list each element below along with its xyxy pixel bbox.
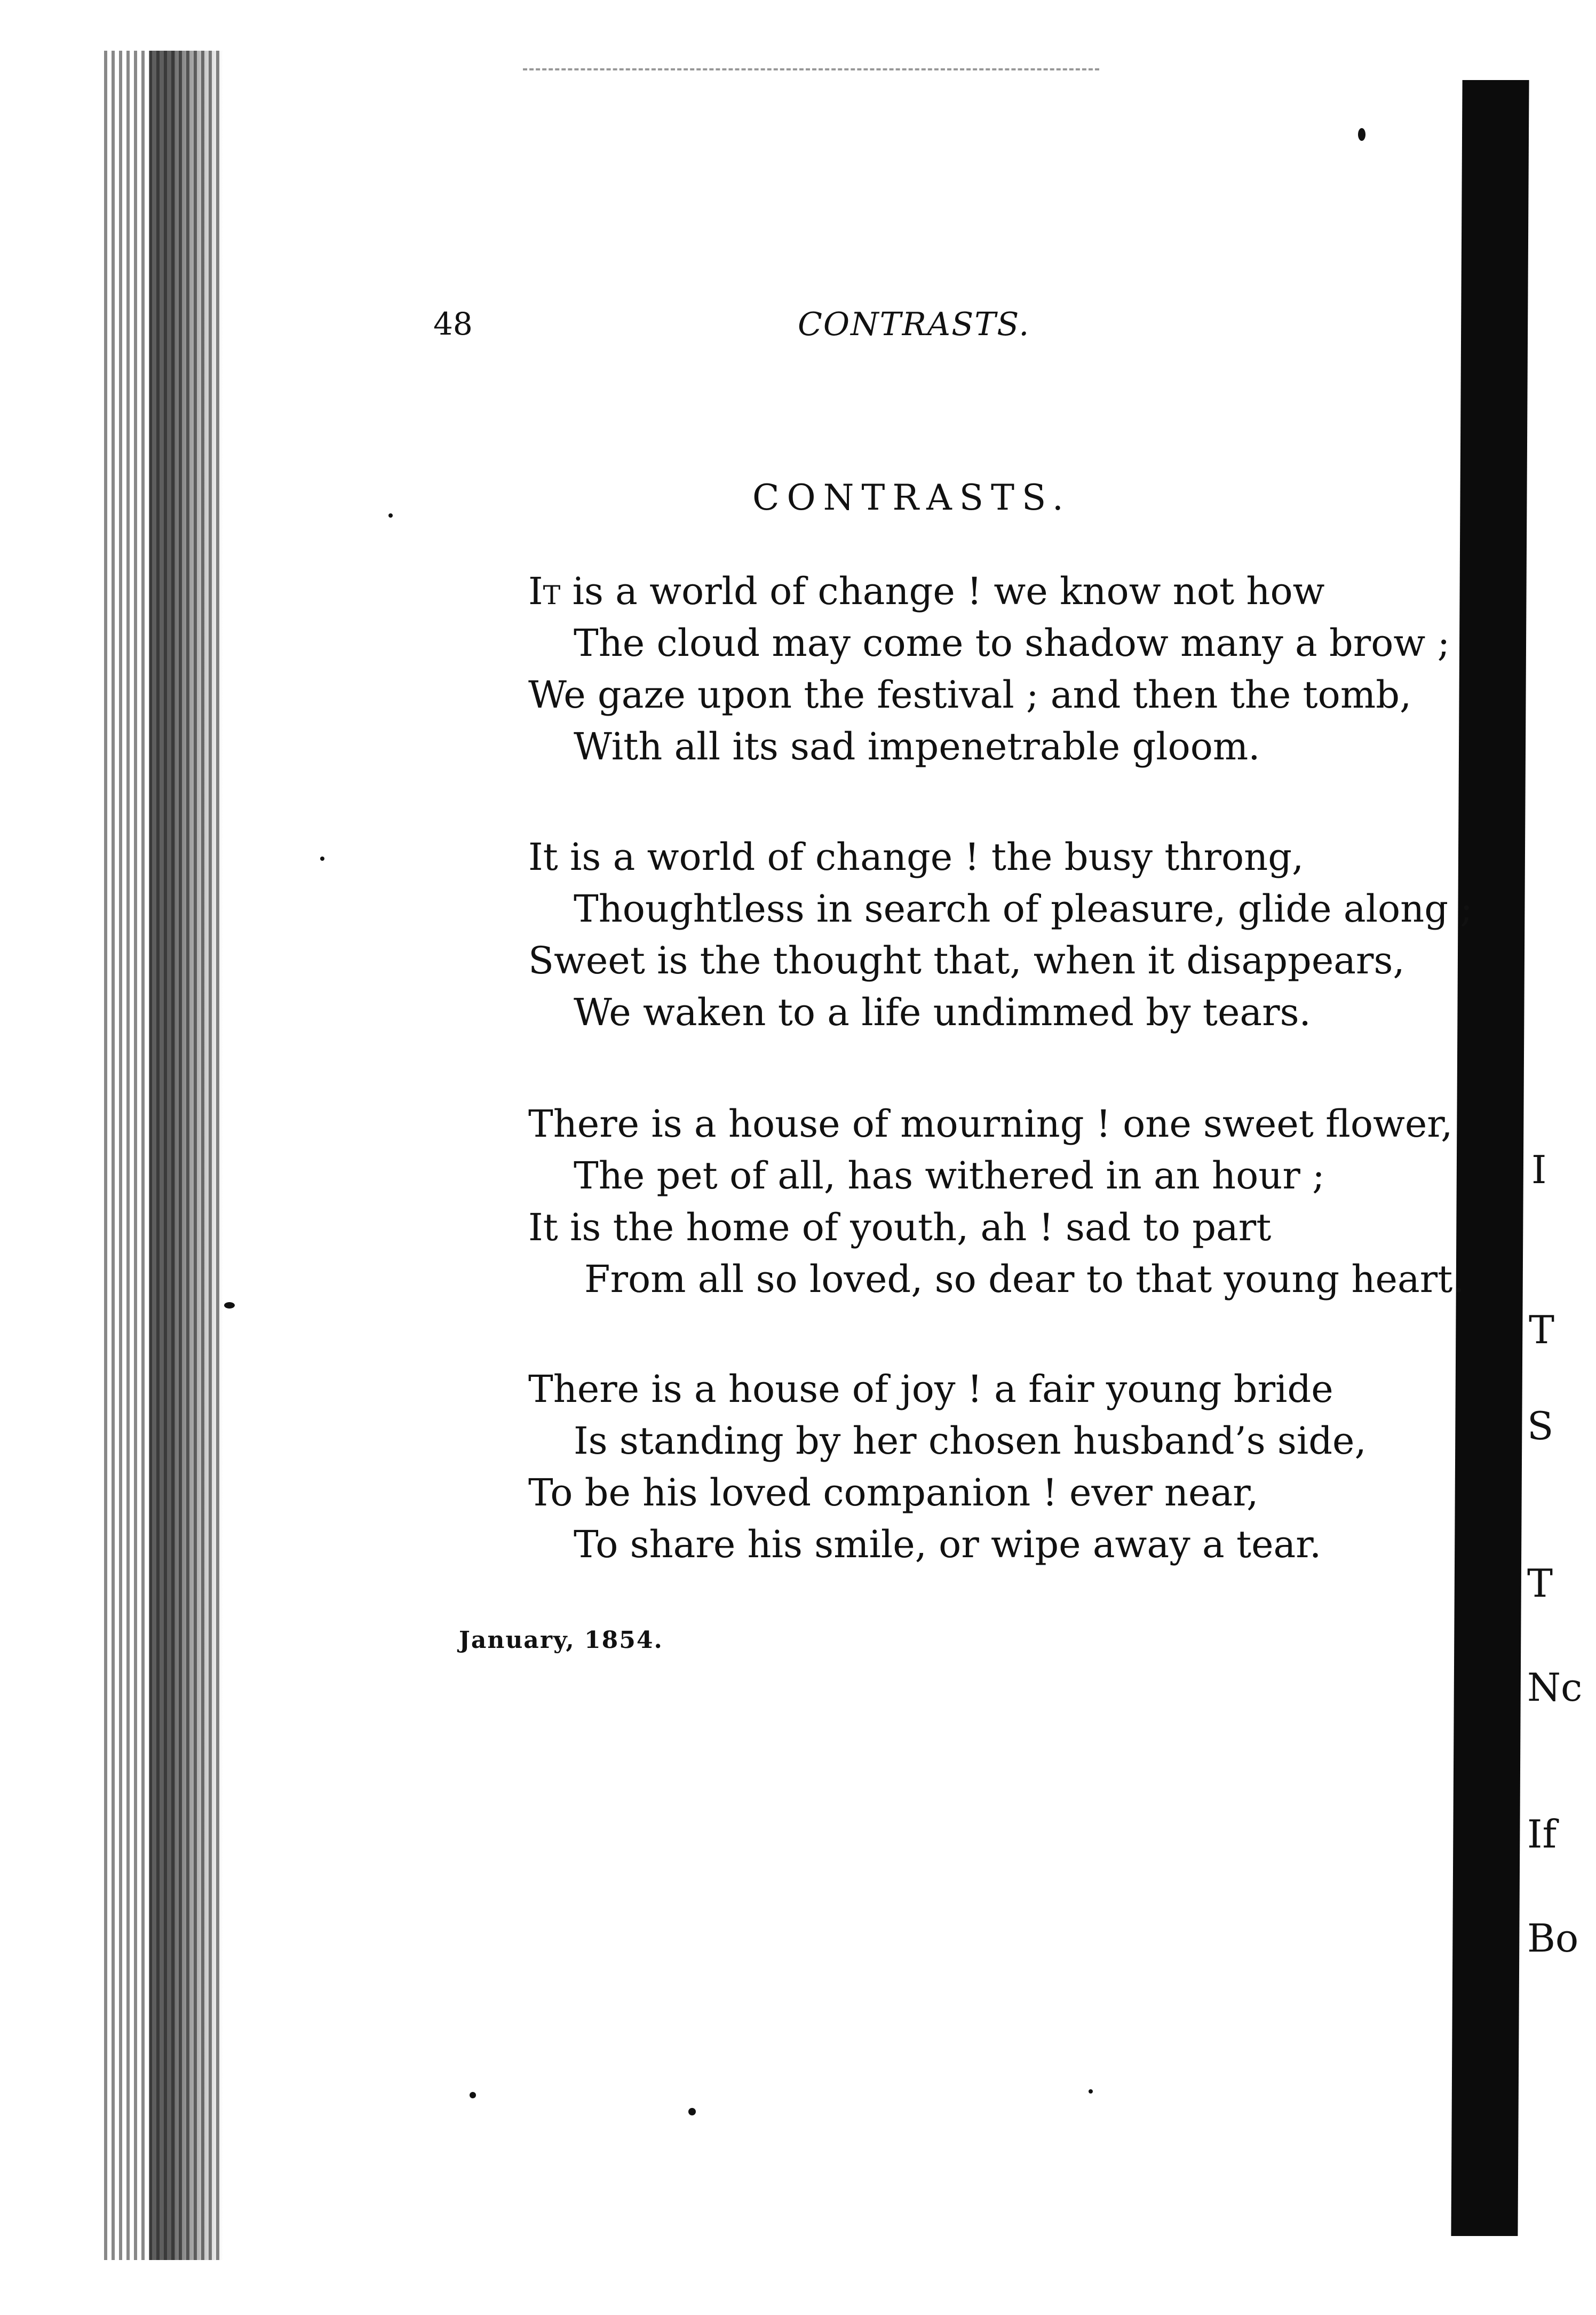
poem-line: We waken to a life undimmed by tears. — [574, 990, 1311, 1034]
adjacent-page-fragment: S — [1527, 1404, 1554, 1448]
stanza-3 — [528, 1098, 1465, 1305]
poem-line-rest: is a world of change ! we know not how — [560, 569, 1325, 613]
scan-speck — [1089, 2089, 1093, 2094]
poem-line: There is a house of joy ! a fair young bride — [528, 1367, 1333, 1411]
poem-line: The pet of all, has withered in an hour ; — [574, 1154, 1325, 1198]
running-title: CONTRASTS. — [798, 306, 1030, 343]
poem-line: To be his loved companion ! ever near, — [528, 1471, 1259, 1515]
scan-speck — [1358, 128, 1365, 141]
adjacent-page-fragment: Nc — [1527, 1665, 1583, 1710]
binding-gutter-shadow — [149, 51, 175, 2260]
poem-line: It is the home of youth, ah ! sad to part — [528, 1206, 1272, 1249]
scan-speck — [320, 857, 324, 861]
poem-line: There is a house of mourning ! one sweet flower, — [528, 1102, 1453, 1146]
poem-line: It is a world of change ! the busy throng, — [528, 835, 1304, 879]
top-scan-rule — [523, 68, 1099, 70]
poem-line: Sweet is the thought that, when it disappears, — [528, 939, 1405, 982]
adjacent-page-fragment: If — [1527, 1812, 1557, 1857]
poem-line: We gaze upon the festival ; and then the tomb, — [528, 673, 1412, 717]
poem-line: Thoughtless in search of pleasure, glide along ; — [574, 887, 1473, 931]
poem-line: To share his smile, or wipe away a tear. — [574, 1523, 1322, 1566]
stanza-1 — [528, 566, 1450, 773]
poem-line: Is standing by her chosen husband’s side, — [574, 1419, 1367, 1463]
binding-gutter-fade — [175, 51, 223, 2260]
scan-speck — [470, 2092, 476, 2098]
adjacent-page-fragment: T — [1529, 1307, 1555, 1352]
adjacent-page-fragment: T — [1527, 1561, 1553, 1606]
page-number: 48 — [433, 306, 473, 342]
adjacent-page-fragment: Bo — [1527, 1916, 1579, 1961]
adjacent-page-fragment: I — [1531, 1147, 1547, 1192]
scan-speck — [688, 2108, 696, 2115]
scan-speck — [224, 1302, 235, 1309]
stanza-4 — [528, 1363, 1425, 1571]
poem-title: CONTRASTS. — [752, 477, 1071, 518]
poem-line — [528, 566, 1425, 617]
stanza-2 — [528, 831, 1473, 1038]
poem-line: The cloud may come to shadow many a brow ; — [574, 621, 1450, 665]
scan-speck — [388, 513, 393, 518]
poem-line: From all so loved, so dear to that young heart. — [584, 1257, 1465, 1301]
poem-date: January, 1854. — [459, 1627, 663, 1654]
poem-line: With all its sad impenetrable gloom. — [574, 725, 1260, 768]
poem-line-first-word: It — [528, 569, 561, 613]
adjacent-page-edge — [1451, 80, 1529, 2236]
